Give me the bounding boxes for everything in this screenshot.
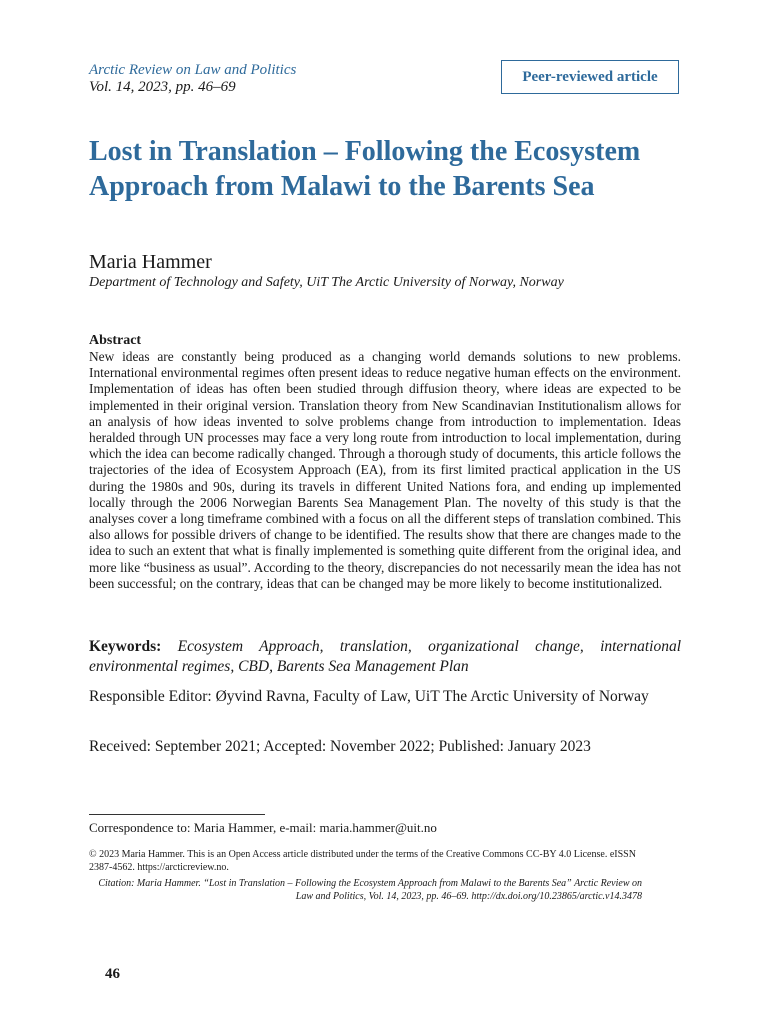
keywords-text: Ecosystem Approach, translation, organizational change, international environmental regimes, CBD, Barents Sea Management Plan	[89, 638, 682, 675]
abstract-heading: Abstract	[89, 333, 142, 348]
page-number: 46	[105, 966, 120, 982]
author-affiliation: Department of Technology and Safety, UiT The Arctic University of Norway, Norway	[89, 275, 564, 290]
article-title: Lost in Translation – Following the Ecosystem Approach from Malawi to the Barents Sea	[89, 136, 641, 202]
journal-name: Arctic Review on Law and Politics	[89, 62, 297, 78]
keywords	[89, 637, 681, 677]
keywords-label: Keywords:	[89, 638, 162, 655]
publication-dates: Received: September 2021; Accepted: November 2022; Published: January 2023	[89, 738, 591, 755]
footnote-divider	[89, 814, 265, 815]
peer-reviewed-badge: Peer-reviewed article	[501, 60, 679, 94]
citation: Citation: Maria Hammer. “Lost in Translation – Following the Ecosystem Approach from Malawi to the Barents Sea” Arctic Review on Law and Politics, Vol. 14, 2023, pp. 46–69. http://dx.doi.org/10.23865/arctic.v14.3478	[98, 878, 642, 902]
abstract-body: New ideas are constantly being produced as a changing world demands solutions to new problems. International environmental regimes often present ideas to reduce negative human effects on the environment. Implementation of ideas has often been studied through diffusion theory, where ideas are expected to be implemented in their original version. Translation theory from New Scandinavian Institutionalism allows for an analysis of how ideas invented to solve problems change from introduction to implementation. Ideas heralded through UN processes may face a very long route from introduction to local implementation, during which the idea can become radically changed. Through a thorough study of documents, this article follows the trajectories of the idea of Ecosystem Approach (EA), from its first limited practical application in the US during the 1980s and 90s, during its travels in different United Nations fora, and ending up implemented locally through the 2006 Norwegian Barents Sea Management Plan. The novelty of this study is that the analyses cover a long timeframe combined with a focus on all the different steps of translation combined. This also allows for possible drivers of change to be identified. The results show that there are changes made to the idea to such an extent that what is finally implemented is something quite different from the original idea, and more like “business as usual”. According to the theory, discrepancies do not necessarily mean the idea has not been successful; on the contrary, ideas that can be changed may be more likely to become institutionalized.	[89, 349, 681, 591]
correspondence: Correspondence to: Maria Hammer, e-mail: maria.hammer@uit.no	[89, 820, 437, 835]
journal-header	[89, 62, 296, 96]
license-notice: © 2023 Maria Hammer. This is an Open Access article distributed under the terms of the Creative Commons CC-BY 4.0 License. eISSN 2387-4562. https://arcticreview.no.	[89, 849, 636, 873]
author-name: Maria Hammer	[89, 251, 212, 273]
journal-volume: Vol. 14, 2023, pp. 46–69	[89, 79, 236, 95]
responsible-editor: Responsible Editor: Øyvind Ravna, Faculty of Law, UiT The Arctic University of Norway	[89, 688, 649, 705]
